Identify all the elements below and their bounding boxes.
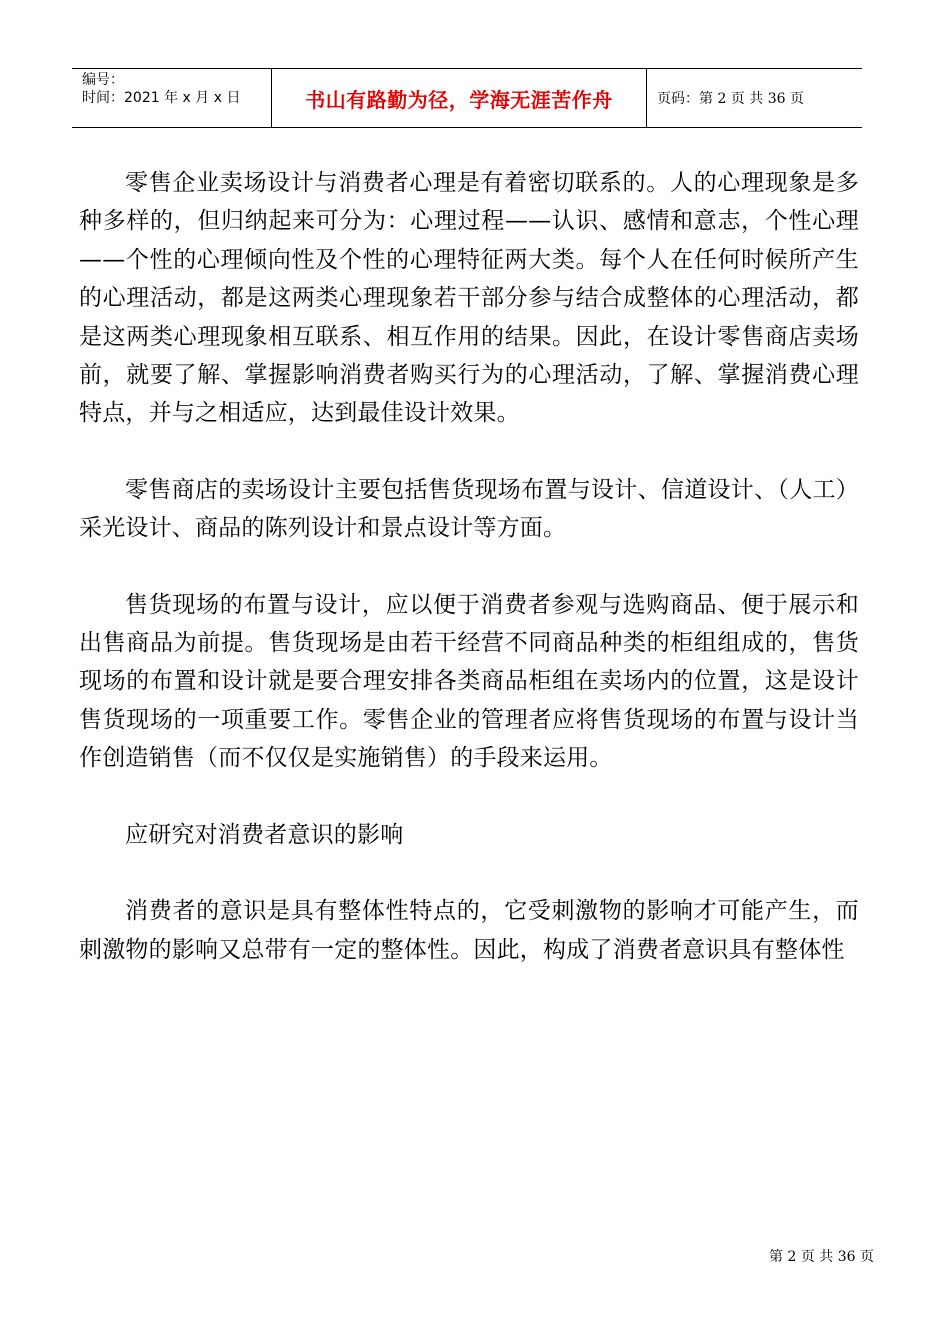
document-time-label: 时间：2021 年 x 月 x 日	[82, 90, 241, 106]
header-page-number: 页码：第 2 页 共 36 页	[657, 91, 804, 107]
header-meta	[72, 69, 272, 127]
header-motto: 书山有路勤为径，学海无涯苦作舟	[272, 69, 647, 127]
document-number-label: 编号：	[82, 72, 124, 88]
section-heading: 应研究对消费者意识的影响	[125, 821, 404, 848]
body-paragraph: 售货现场的布置与设计，应以便于消费者参观与选购商品、便于展示和出售商品为前提。售货现场是由若干经营不同商品种类的柜组组成的，售货现场的布置和设计就是要合理安排各类商品柜组在卖场内的位置，这是设计售货现场的一项重要工作。零售企业的管理者应将售货现场的布置与设计当作创造销售（而不仅仅是实施销售）的手段来运用。	[79, 591, 859, 772]
body-paragraph: 消费者的意识是具有整体性特点的，它受刺激物的影响才可能产生，而刺激物的影响又总带有一定的整体性。因此，构成了消费者意识具有整体性	[79, 898, 859, 963]
document-body	[79, 164, 859, 969]
page-footer: 第 2 页 共 36 页	[769, 1249, 874, 1265]
page-header	[72, 68, 862, 128]
body-paragraph: 零售商店的卖场设计主要包括售货现场布置与设计、信道设计、（人工）采光设计、商品的陈列设计和景点设计等方面。	[79, 476, 859, 542]
body-paragraph: 零售企业卖场设计与消费者心理是有着密切联系的。人的心理现象是多种多样的，但归纳起来可分为：心理过程——认识、感情和意志，个性心理——个性的心理倾向性及个性的心理特征两大类。每个人在任何时候所产生的心理活动，都是这两类心理现象若干部分参与结合成整体的心理活动，都是这两类心理现象相互联系、相互作用的结果。因此，在设计零售商店卖场前，就要了解、掌握影响消费者购买行为的心理活动，了解、掌握消费心理特点，并与之相适应，达到最佳设计效果。	[79, 170, 859, 427]
